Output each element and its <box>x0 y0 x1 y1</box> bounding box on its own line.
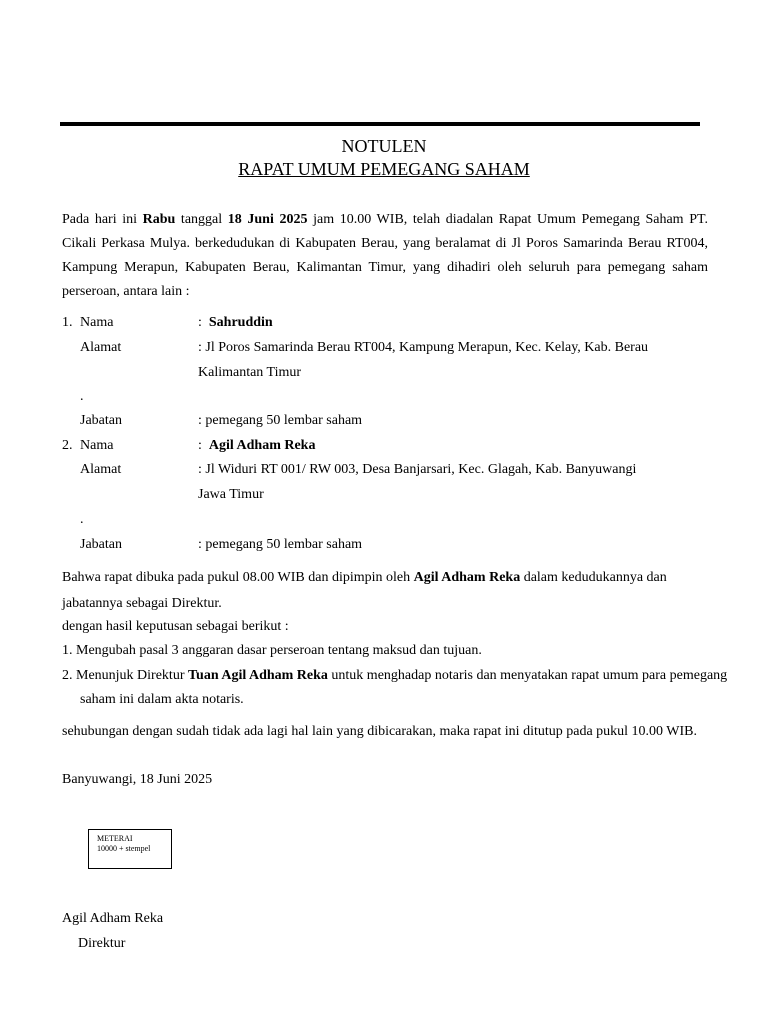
meterai-label: METERAI <box>97 834 133 843</box>
decision-1: 1. Mengubah pasal 3 anggaran dasar perseroan tentang maksud dan tujuan. <box>62 643 482 658</box>
meterai-note: 10000 + stempel <box>97 844 151 853</box>
meeting-day: Rabu <box>142 212 176 227</box>
opening-line2: jabatannya sebagai Direktur. <box>62 596 222 611</box>
nama-value: : Agil Adham Reka <box>198 438 316 453</box>
opening-line1: Bahwa rapat dibuka pada pukul 08.00 WIB dan dipimpin oleh Agil Adham Reka dalam kedudukannya dan <box>62 570 667 585</box>
chair-name: Agil Adham Reka <box>413 570 521 585</box>
decision-2-line1: 2. Menunjuk Direktur Tuan Agil Adham Reka untuk menghadap notaris dan menyatakan rapat umum para pemegang <box>62 668 728 683</box>
shareholder-number: 2. <box>62 438 73 453</box>
alamat-line1: : Jl Widuri RT 001/ RW 003, Desa Banjarsari, Kec. Glagah, Kab. Banyuwangi <box>198 462 637 477</box>
nama-label: Nama <box>80 438 114 453</box>
header-rule <box>60 122 700 126</box>
meterai-stamp-box <box>88 829 172 869</box>
jabatan-label: Jabatan <box>80 413 122 428</box>
intro-paragraph: Pada hari ini Rabu tanggal 18 Juni 2025 jam 10.00 WIB, telah diadalan Rapat Umum Pemegang Saham PT. Cikali Perkasa Mulya. berkedudukan di Kabupaten Berau, yang beralamat di Jl Poros Samarinda Berau RT004, Kampung Merapun, Kabupaten Berau, Kalimantan Timur, yang dihadiri oleh seluruh para pemegang saham perseroan, antara lain : <box>62 212 708 299</box>
result-intro: dengan hasil keputusan sebagai berikut : <box>62 619 289 634</box>
meeting-date: 18 Juni 2025 <box>227 212 308 227</box>
alamat-label: Alamat <box>80 340 122 355</box>
decision-2-line2: saham ini dalam akta notaris. <box>80 692 244 707</box>
separator-dot: . <box>80 512 84 527</box>
nama-value: : Sahruddin <box>198 315 273 330</box>
place-date: Banyuwangi, 18 Juni 2025 <box>62 772 213 787</box>
alamat-line2: Kalimantan Timur <box>198 365 302 380</box>
appointee-name: Tuan Agil Adham Reka <box>187 668 328 683</box>
jabatan-label: Jabatan <box>80 537 122 552</box>
shareholder-number: 1. <box>62 315 73 330</box>
jabatan-value: : pemegang 50 lembar saham <box>198 413 363 428</box>
closing-statement: sehubungan dengan sudah tidak ada lagi hal lain yang dibicarakan, maka rapat ini ditutup pada pukul 10.00 WIB. <box>62 724 698 739</box>
jabatan-value: : pemegang 50 lembar saham <box>198 537 363 552</box>
signer-title: Direktur <box>78 936 126 951</box>
signer-name: Agil Adham Reka <box>62 911 164 926</box>
document-title: NOTULEN <box>341 136 427 156</box>
document-subtitle: RAPAT UMUM PEMEGANG SAHAM <box>238 159 530 179</box>
alamat-line1: : Jl Poros Samarinda Berau RT004, Kampung Merapun, Kec. Kelay, Kab. Berau <box>198 340 649 355</box>
nama-label: Nama <box>80 315 114 330</box>
separator-dot: . <box>80 389 84 404</box>
alamat-label: Alamat <box>80 462 122 477</box>
alamat-line2: Jawa Timur <box>198 487 264 502</box>
